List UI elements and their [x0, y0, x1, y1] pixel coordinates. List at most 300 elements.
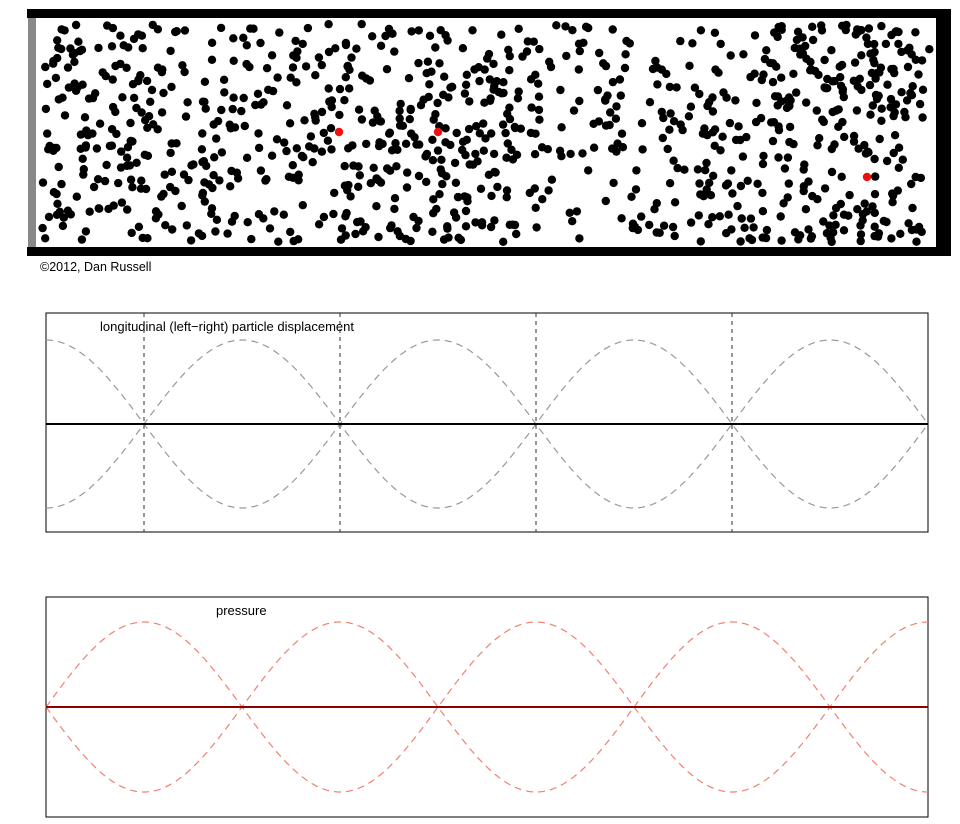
particle	[660, 222, 668, 230]
particle	[666, 109, 674, 117]
particle	[95, 204, 103, 212]
particle	[280, 211, 288, 219]
particle	[370, 164, 378, 172]
particle	[531, 184, 539, 192]
particle	[300, 116, 308, 124]
particle	[132, 159, 140, 167]
particle	[734, 122, 742, 130]
particle	[789, 70, 797, 78]
tube-top-wall	[27, 9, 951, 18]
particle	[210, 153, 218, 161]
particle	[254, 90, 262, 98]
particle	[451, 159, 459, 167]
particle	[883, 157, 891, 165]
particle	[218, 148, 226, 156]
particle	[556, 86, 564, 94]
particle	[617, 214, 625, 222]
particle	[575, 65, 583, 73]
particle	[863, 207, 871, 215]
particle	[198, 191, 206, 199]
particle	[784, 153, 792, 161]
particle	[566, 150, 574, 158]
particle	[653, 199, 661, 207]
particle	[39, 178, 47, 186]
particle	[646, 98, 654, 106]
particle	[724, 211, 732, 219]
particle	[477, 185, 485, 193]
particle	[54, 44, 62, 52]
particle	[489, 60, 497, 68]
particle	[395, 107, 403, 115]
particle	[872, 91, 880, 99]
particle	[144, 152, 152, 160]
particle	[552, 21, 560, 29]
particle	[307, 132, 315, 140]
particle	[443, 224, 451, 232]
particle	[43, 80, 51, 88]
particle	[578, 149, 586, 157]
particle	[840, 226, 848, 234]
particle	[293, 47, 301, 55]
particle	[480, 147, 488, 155]
particle	[291, 37, 299, 45]
particle	[255, 144, 263, 152]
particle	[535, 116, 543, 124]
particle	[377, 178, 385, 186]
particle	[383, 65, 391, 73]
particle	[463, 197, 471, 205]
particle	[717, 40, 725, 48]
particle	[49, 60, 57, 68]
particle	[239, 34, 247, 42]
particle	[584, 166, 592, 174]
particle	[627, 193, 635, 201]
particle	[714, 69, 722, 77]
particle	[351, 230, 359, 238]
particle	[711, 29, 719, 37]
particle	[621, 50, 629, 58]
particle	[705, 179, 713, 187]
particle	[392, 162, 400, 170]
particle	[81, 113, 89, 121]
particle	[208, 39, 216, 47]
particle	[895, 164, 903, 172]
particle	[220, 88, 228, 96]
particle	[616, 75, 624, 83]
particle	[386, 129, 394, 137]
particle	[601, 95, 609, 103]
particle	[94, 175, 102, 183]
particle	[573, 207, 581, 215]
particle	[762, 234, 770, 242]
particle	[485, 171, 493, 179]
particle	[749, 223, 757, 231]
particle	[347, 53, 355, 61]
particle	[535, 93, 543, 101]
particle	[653, 80, 661, 88]
particle	[244, 218, 252, 226]
particle	[178, 202, 186, 210]
particle	[220, 76, 228, 84]
particle	[415, 172, 423, 180]
particle	[882, 218, 890, 226]
particle	[853, 106, 861, 114]
particle	[274, 238, 282, 246]
particle	[890, 149, 898, 157]
particle	[390, 205, 398, 213]
particle	[407, 27, 415, 35]
particle	[800, 182, 808, 190]
particle	[875, 68, 883, 76]
particle	[501, 129, 509, 137]
particle	[887, 65, 895, 73]
particle	[237, 107, 245, 115]
particle	[459, 138, 467, 146]
particle	[908, 204, 916, 212]
particle	[429, 156, 437, 164]
particle	[497, 89, 505, 97]
particle	[490, 150, 498, 158]
particle	[432, 205, 440, 213]
particle	[877, 22, 885, 30]
particle	[438, 180, 446, 188]
particle	[109, 75, 117, 83]
particle	[745, 234, 753, 242]
particle	[104, 205, 112, 213]
particle	[702, 188, 710, 196]
particle	[853, 205, 861, 213]
particle	[429, 195, 437, 203]
particle	[870, 155, 878, 163]
particle	[759, 207, 767, 215]
particle	[694, 165, 702, 173]
particle	[612, 102, 620, 110]
particle	[823, 229, 831, 237]
particle	[873, 232, 881, 240]
particle	[198, 145, 206, 153]
particle	[58, 94, 66, 102]
particle	[329, 210, 337, 218]
particle	[514, 94, 522, 102]
pressure-label: pressure	[216, 603, 267, 618]
particle	[626, 39, 634, 47]
particle	[355, 106, 363, 114]
particle	[122, 64, 130, 72]
particle	[877, 117, 885, 125]
particle	[391, 139, 399, 147]
particle	[57, 180, 65, 188]
particle	[662, 70, 670, 78]
particle	[217, 106, 225, 114]
particle	[102, 161, 110, 169]
particle	[358, 20, 366, 28]
particle	[566, 209, 574, 217]
particle	[74, 38, 82, 46]
particle	[338, 224, 346, 232]
particle	[149, 120, 157, 128]
particle	[59, 222, 67, 230]
particle	[77, 130, 85, 138]
particle	[612, 115, 620, 123]
particle	[664, 145, 672, 153]
particle	[468, 26, 476, 34]
particle	[403, 183, 411, 191]
particle	[685, 62, 693, 70]
particle	[864, 40, 872, 48]
particle	[716, 146, 724, 154]
particle	[60, 26, 68, 34]
particle	[74, 83, 82, 91]
particle	[568, 26, 576, 34]
particle	[61, 111, 69, 119]
particle	[207, 210, 215, 218]
particle	[52, 190, 60, 198]
particle	[557, 123, 565, 131]
particle	[396, 232, 404, 240]
particle	[685, 112, 693, 120]
particle	[354, 162, 362, 170]
particle	[808, 192, 816, 200]
particle	[789, 140, 797, 148]
particle	[201, 78, 209, 86]
particle	[299, 201, 307, 209]
particle	[506, 115, 514, 123]
particle	[439, 91, 447, 99]
particle	[325, 97, 333, 105]
particle	[722, 229, 730, 237]
particle	[746, 73, 754, 81]
particle	[904, 219, 912, 227]
particle	[804, 225, 812, 233]
particle	[793, 36, 801, 44]
particle	[198, 232, 206, 240]
particle	[315, 53, 323, 61]
particle	[356, 217, 364, 225]
particle	[422, 178, 430, 186]
particle	[820, 56, 828, 64]
particle	[738, 214, 746, 222]
tube-bottom-wall	[27, 247, 951, 256]
particle	[912, 238, 920, 246]
particle	[502, 154, 510, 162]
particle	[209, 171, 217, 179]
particle	[453, 129, 461, 137]
particle	[120, 41, 128, 49]
particle	[229, 105, 237, 113]
particle	[783, 104, 791, 112]
particle	[230, 57, 238, 65]
particle	[894, 186, 902, 194]
particle	[506, 52, 514, 60]
particle	[114, 179, 122, 187]
particle	[293, 144, 301, 152]
particle	[703, 131, 711, 139]
particle	[341, 162, 349, 170]
particle	[448, 83, 456, 91]
particle	[318, 148, 326, 156]
particle	[342, 73, 350, 81]
particle	[285, 173, 293, 181]
particle	[739, 152, 747, 160]
particle	[441, 31, 449, 39]
particle	[857, 26, 865, 34]
particle	[777, 74, 785, 82]
particle	[286, 228, 294, 236]
particle	[594, 86, 602, 94]
particle	[167, 83, 175, 91]
particle	[212, 134, 220, 142]
particle	[562, 52, 570, 60]
particle	[752, 118, 760, 126]
particle	[118, 93, 126, 101]
particle	[506, 221, 514, 229]
particle	[168, 139, 176, 147]
particle	[670, 117, 678, 125]
particle	[117, 163, 125, 171]
particle	[99, 68, 107, 76]
particle	[304, 24, 312, 32]
particle	[534, 80, 542, 88]
particle	[876, 135, 884, 143]
particle	[132, 104, 140, 112]
particle	[726, 119, 734, 127]
particle	[471, 218, 479, 226]
particle	[198, 129, 206, 137]
particle	[269, 87, 277, 95]
particle	[838, 22, 846, 30]
particle	[914, 70, 922, 78]
particle	[728, 189, 736, 197]
particle	[337, 236, 345, 244]
particle	[245, 63, 253, 71]
particle	[402, 140, 410, 148]
particle	[828, 168, 836, 176]
particle	[362, 140, 370, 148]
particle	[532, 204, 540, 212]
particle	[128, 229, 136, 237]
particle	[391, 194, 399, 202]
particle	[442, 172, 450, 180]
particle	[208, 184, 216, 192]
particle	[781, 164, 789, 172]
particle	[739, 50, 747, 58]
particle	[763, 226, 771, 234]
particle	[354, 183, 362, 191]
particle	[865, 24, 873, 32]
particle	[108, 142, 116, 150]
particle	[544, 145, 552, 153]
particle	[86, 208, 94, 216]
displacement-frame	[46, 313, 928, 532]
particle	[386, 224, 394, 232]
particle	[891, 108, 899, 116]
particle	[617, 91, 625, 99]
particle	[406, 115, 414, 123]
particle	[134, 77, 142, 85]
copyright-text: ©2012, Dan Russell	[40, 260, 152, 274]
particle	[247, 235, 255, 243]
particle	[772, 62, 780, 70]
particle	[80, 165, 88, 173]
particle	[894, 28, 902, 36]
particle	[512, 230, 520, 238]
particle	[857, 86, 865, 94]
particle	[911, 28, 919, 36]
particle	[187, 236, 195, 244]
particle	[53, 200, 61, 208]
particle	[259, 98, 267, 106]
particle	[289, 63, 297, 71]
particle	[796, 50, 804, 58]
particle	[171, 187, 179, 195]
particle	[228, 218, 236, 226]
particle	[435, 59, 443, 67]
particle	[823, 84, 831, 92]
particle	[440, 73, 448, 81]
particle	[850, 132, 858, 140]
particle	[159, 89, 167, 97]
particle	[493, 77, 501, 85]
particle	[302, 62, 310, 70]
particle	[568, 217, 576, 225]
particle	[769, 78, 777, 86]
particle	[511, 124, 519, 132]
particle	[883, 81, 891, 89]
particle	[827, 46, 835, 54]
particle	[138, 32, 146, 40]
particle	[878, 105, 886, 113]
particle	[324, 137, 332, 145]
particle	[109, 103, 117, 111]
particle	[499, 120, 507, 128]
particle	[41, 234, 49, 242]
particle	[168, 225, 176, 233]
particle	[697, 26, 705, 34]
particle	[152, 207, 160, 215]
particle	[108, 125, 116, 133]
particle	[126, 119, 134, 127]
particle	[79, 155, 87, 163]
particle	[461, 89, 469, 97]
particle	[318, 108, 326, 116]
particle	[894, 40, 902, 48]
particle	[327, 145, 335, 153]
particle	[659, 134, 667, 142]
particle	[135, 223, 143, 231]
particle	[42, 105, 50, 113]
particle	[838, 118, 846, 126]
particle	[687, 218, 695, 226]
particle	[695, 90, 703, 98]
particle	[286, 119, 294, 127]
particle	[227, 124, 235, 132]
particle	[103, 21, 111, 29]
particle	[671, 198, 679, 206]
particle	[45, 213, 53, 221]
particle	[81, 143, 89, 151]
particle	[631, 223, 639, 231]
particle	[857, 230, 865, 238]
particle	[832, 204, 840, 212]
particle	[70, 58, 78, 66]
particle	[469, 161, 477, 169]
displacement-panel	[46, 313, 928, 532]
particle	[632, 166, 640, 174]
particle	[695, 211, 703, 219]
particle	[157, 192, 165, 200]
particle	[409, 213, 417, 221]
particle	[352, 45, 360, 53]
